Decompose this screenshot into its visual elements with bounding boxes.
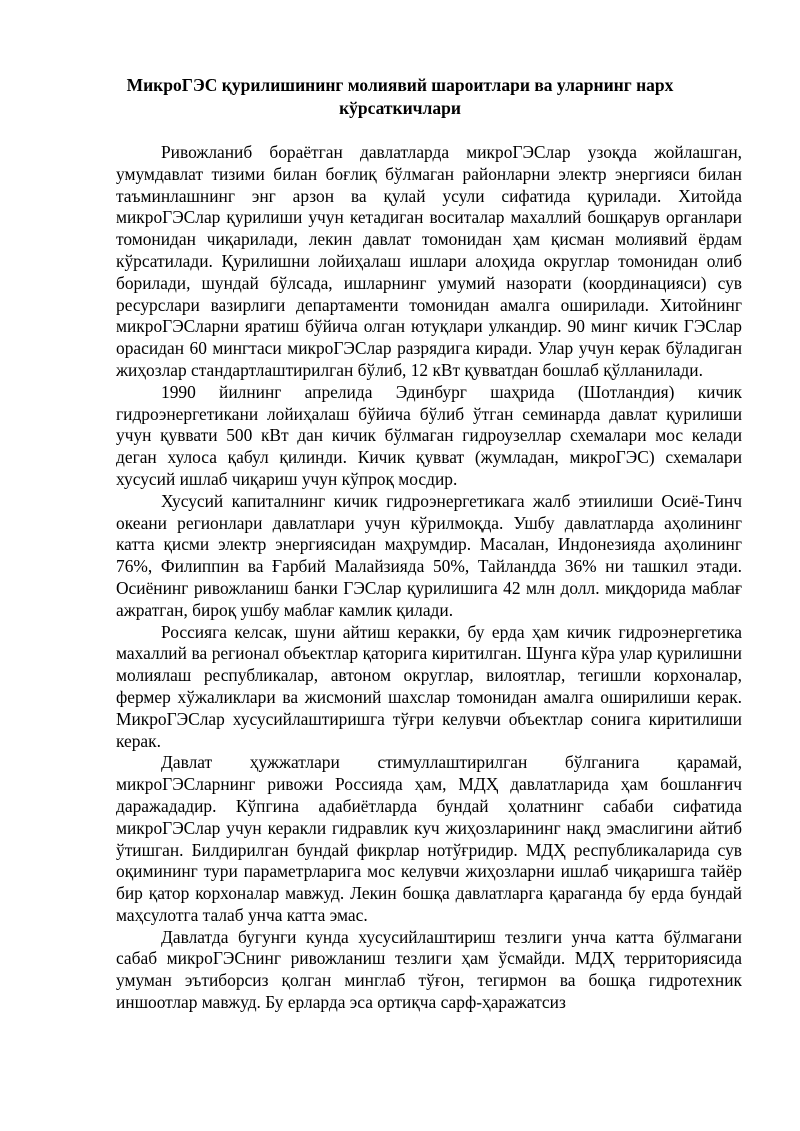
paragraph-6: Давлатда бугунги кунда хусусийлаштириш тезлиги унча катта бўлмагани сабаб микроГЭСнинг ривожланиш тезлиги ҳам ўсмайди. МДҲ территориясида умуман эътиборсиз қолган минглаб тўғон, тегирмон ва бошқа гидротехник иншоотлар мавжуд. Бу ерларда эса ортиқча сарф-ҳаражатсиз — [116, 926, 742, 1013]
paragraph-3: Хусусий капиталнинг кичик гидроэнергетикага жалб этиилиши Осиё-Тинч океани регионлари давлатлари учун кўрилмоқда. Ушбу давлатларда аҳолининг катта қисми электр энергиясидан маҳрумдир. Масалан, Индонезияда аҳолининг 76%, Филиппин ва Ғарбий Малайзияда 50%, Тайландда 36% ни ташкил этади. Осиёнинг ривожланиш банки ГЭСлар қурилишига 42 млн долл. миқдорида маблағ ажратган, бироқ ушбу маблағ камлик қилади. — [116, 490, 742, 620]
paragraph-5: Давлат ҳужжатлари стимуллаштирилган бўлганига қарамай, микроГЭСларнинг ривожи Россияда ҳам, МДҲ давлатларида ҳам бошланғич даражададир. Кўпгина адабиётларда бундай ҳолатнинг сабаби сифатида микроГЭСлар учун керакли гидравлик куч жиҳозларининг нақд эмаслигини айтиб ўтишган. Билдирилган бундай фикрлар нотўғридир. МДҲ республикаларида сув оқимининг тури параметрларига мос келувчи жиҳозларни ишлаб чиқаришга тайёр бир қатор корхоналар мавжуд. Лекин бошқа давлатларга қараганда бу ерда бундай маҳсулотга талаб унча катта эмас. — [116, 752, 742, 925]
document-title: МикроГЭС қурилишининг молиявий шароитлари ва уларнинг нарх кўрсаткичлари — [126, 75, 674, 118]
paragraph-4: Россияга келсак, шуни айтиш керакки, бу ерда ҳам кичик гидроэнергетика махаллий ва регионал объектлар қаторига киритилган. Шунга кўра улар қурилишни молиялаш республикалар, автоном округлар, вилоятлар, тегишли корхоналар, фермер хўжаликлари ва жисмоний шахслар томонидан амалга оширилиши керак. МикроГЭСлар хусусийлаштиришга тўғри келувчи объектлар сонига киритилиши керак. — [116, 621, 742, 751]
paragraph-2: 1990 йилнинг апрелида Эдинбург шаҳрида (Шотландия) кичик гидроэнергетикани лойиҳалаш бўйича бўлиб ўтган семинарда давлат қурилиши учун қуввати 500 кВт дан кичик бўлмаган гидроузеллар схемалари мос келади деган хулоса қабул қилинди. Кичик қувват (жумладан, микроГЭС) схемалари хусусий ишлаб чиқариш учун кўпроқ мосдир. — [116, 381, 742, 489]
document-body — [116, 142, 742, 1014]
paragraph-1: Ривожланиб бораётган давлатларда микроГЭСлар узоқда жойлашган, умумдавлат тизими билан боғлиқ бўлмаган районларни электр энергияси билан таъминлашнинг энг арзон ва қулай усули сифатида қурилади. Хитойда микроГЭСлар қурилиши учун кетадиган воситалар махаллий бошқарув органлари томонидан чиқарилади, лекин давлат томонидан ҳам қисман молиявий ёрдам кўрсатилади. Қурилишни лойиҳалаш ишлари алоҳида округлар томонидан олиб борилади, шундай бўлсада, ишларнинг умумий назорати (координацияси) сув ресурслари вазирлиги департаменти томонидан амалга оширилади. Хитойнинг микроГЭСларни яратиш бўйича олган ютуқлари улкандир. 90 минг кичик ГЭСлар орасидан 60 мингтаси микроГЭСлар разрядига киради. Улар учун керак бўладиган жиҳозлар стандартлаштирилган бўлиб, 12 кВт қувватдан бошлаб қўлланилади. — [116, 142, 742, 380]
